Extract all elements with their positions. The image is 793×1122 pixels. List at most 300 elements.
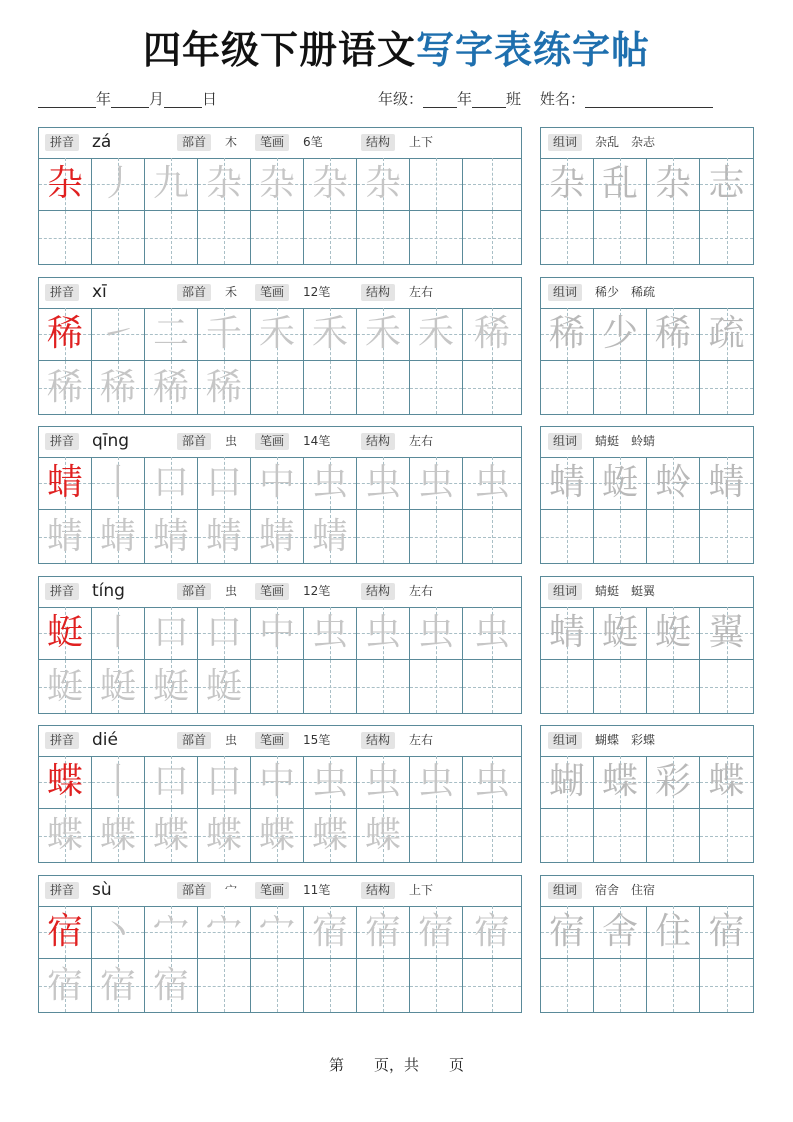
stroke-step-character: 虫 xyxy=(311,761,348,802)
stroke-step-character: 稀 xyxy=(473,313,510,354)
word-trace-character: 蝴 xyxy=(548,761,585,802)
writing-cell[interactable] xyxy=(700,809,753,862)
writing-cell[interactable] xyxy=(410,607,463,660)
writing-cell[interactable] xyxy=(410,457,463,510)
writing-cell[interactable] xyxy=(357,959,410,1012)
writing-cell[interactable] xyxy=(647,660,700,713)
stroke-step-character: 禾 xyxy=(258,313,295,354)
writing-cell[interactable] xyxy=(541,809,594,862)
page-footer: 第 页，共 页 xyxy=(328,1056,464,1074)
writing-cell[interactable] xyxy=(647,906,700,959)
stroke-step-character: 蝶 xyxy=(152,814,189,856)
stroke-step-character: 口 xyxy=(205,612,242,653)
writing-cell[interactable] xyxy=(198,959,251,1012)
writing-cell[interactable] xyxy=(594,308,647,361)
writing-cell[interactable] xyxy=(357,906,410,959)
stroke-step-character: 虫 xyxy=(473,612,510,653)
stroke-step-character: 虫 xyxy=(417,462,454,503)
writing-cell[interactable] xyxy=(410,308,463,361)
radical-tag: 部首 xyxy=(177,433,211,450)
words-value: 蝴蝶 彩蝶 xyxy=(595,733,656,747)
writing-cell[interactable] xyxy=(251,809,304,862)
stroke-step-character: 蜻 xyxy=(99,515,136,557)
stroke-step-character: 二 xyxy=(152,313,189,354)
writing-cell[interactable] xyxy=(541,756,594,809)
writing-cell[interactable] xyxy=(145,607,198,660)
writing-cell[interactable] xyxy=(251,906,304,959)
writing-cell[interactable] xyxy=(39,510,92,563)
stroke-step-character: 蜓 xyxy=(205,665,242,707)
word-info-header xyxy=(541,427,753,458)
stroke-step-character: ㇀ xyxy=(99,313,136,354)
character-info-header xyxy=(39,427,521,458)
writing-cell[interactable] xyxy=(647,158,700,211)
writing-cell[interactable] xyxy=(541,510,594,563)
character-practice-panel xyxy=(38,277,522,415)
writing-cell[interactable] xyxy=(145,510,198,563)
structure-value: 左右 xyxy=(409,434,434,448)
pinyin-value: xī xyxy=(92,282,107,302)
writing-cell[interactable] xyxy=(594,607,647,660)
word-practice-panel xyxy=(540,725,754,863)
writing-cell[interactable] xyxy=(304,607,357,660)
model-character: 宿 xyxy=(46,911,83,952)
radical-value: 宀 xyxy=(225,883,238,897)
words-value: 稀少 稀疏 xyxy=(595,285,656,299)
structure-value: 左右 xyxy=(409,584,434,598)
writing-cell[interactable] xyxy=(304,308,357,361)
stroke-step-character: 蝶 xyxy=(46,814,83,856)
pinyin-tag: 拼音 xyxy=(45,583,79,600)
character-practice-panel xyxy=(38,725,522,863)
words-tag: 组词 xyxy=(548,433,582,450)
writing-cell[interactable] xyxy=(39,361,92,414)
radical-value: 木 xyxy=(225,135,238,149)
writing-cell[interactable] xyxy=(357,510,410,563)
writing-cell[interactable] xyxy=(410,158,463,211)
writing-cell[interactable] xyxy=(410,809,463,862)
writing-cell[interactable] xyxy=(145,809,198,862)
writing-cell[interactable] xyxy=(594,906,647,959)
stroke-step-character: 丿 xyxy=(99,163,136,204)
writing-cell[interactable] xyxy=(594,361,647,414)
title-part1: 四年级下册语文 xyxy=(142,28,416,72)
word-trace-character: 蜻 xyxy=(708,462,745,503)
words-value: 杂乱 杂志 xyxy=(595,135,656,149)
stroke-step-character: 宿 xyxy=(99,964,136,1006)
writing-cell[interactable] xyxy=(594,158,647,211)
stroke-step-character: 口 xyxy=(152,612,189,653)
writing-cell[interactable] xyxy=(251,308,304,361)
stroke-step-character: 中 xyxy=(258,761,295,802)
writing-cell[interactable] xyxy=(463,308,521,361)
writing-cell[interactable] xyxy=(594,660,647,713)
writing-cell[interactable] xyxy=(357,457,410,510)
writing-cell[interactable] xyxy=(304,361,357,414)
radical-value: 禾 xyxy=(225,285,238,299)
writing-cell[interactable] xyxy=(541,158,594,211)
writing-cell[interactable] xyxy=(594,959,647,1012)
writing-cell[interactable] xyxy=(304,457,357,510)
writing-cell[interactable] xyxy=(463,158,521,211)
writing-cell[interactable] xyxy=(700,211,753,264)
stroke-step-character: 蝶 xyxy=(258,814,295,856)
structure-value: 左右 xyxy=(409,733,434,747)
model-character: 蜓 xyxy=(46,612,83,653)
writing-cell[interactable] xyxy=(251,959,304,1012)
writing-cell[interactable] xyxy=(357,158,410,211)
pinyin-tag: 拼音 xyxy=(45,732,79,749)
word-practice-panel xyxy=(540,875,754,1013)
stroke-step-character: 稀 xyxy=(99,366,136,408)
word-practice-panel xyxy=(540,277,754,415)
writing-cell[interactable] xyxy=(251,660,304,713)
character-practice-panel xyxy=(38,875,522,1013)
stroke-step-character: 宀 xyxy=(258,911,295,952)
word-trace-character: 舍 xyxy=(601,911,638,952)
writing-cell[interactable] xyxy=(410,660,463,713)
word-practice-panel xyxy=(540,576,754,714)
writing-cell[interactable] xyxy=(304,809,357,862)
writing-cell[interactable] xyxy=(463,211,521,264)
writing-cell[interactable] xyxy=(410,959,463,1012)
writing-cell[interactable] xyxy=(541,959,594,1012)
writing-cell[interactable] xyxy=(410,756,463,809)
stroke-step-character: 稀 xyxy=(205,366,242,408)
writing-cell[interactable] xyxy=(39,756,92,809)
stroke-step-character: 中 xyxy=(258,612,295,653)
writing-cell[interactable] xyxy=(700,607,753,660)
writing-cell[interactable] xyxy=(647,457,700,510)
writing-cell[interactable] xyxy=(700,510,753,563)
writing-cell[interactable] xyxy=(647,308,700,361)
writing-cell[interactable] xyxy=(198,510,251,563)
writing-cell[interactable] xyxy=(410,211,463,264)
writing-cell[interactable] xyxy=(357,607,410,660)
year-label: 年 xyxy=(96,90,112,108)
writing-cell[interactable] xyxy=(647,756,700,809)
strokes-tag: 笔画 xyxy=(255,882,289,899)
words-tag: 组词 xyxy=(548,284,582,301)
word-trace-character: 少 xyxy=(601,313,638,354)
word-trace-character: 志 xyxy=(708,163,745,204)
grade-unit: 年 xyxy=(457,90,473,108)
writing-cell[interactable] xyxy=(145,158,198,211)
writing-cell[interactable] xyxy=(700,959,753,1012)
writing-cell[interactable] xyxy=(463,361,521,414)
writing-cell[interactable] xyxy=(92,457,145,510)
writing-cell[interactable] xyxy=(92,906,145,959)
writing-cell[interactable] xyxy=(700,906,753,959)
writing-cell[interactable] xyxy=(92,361,145,414)
writing-cell[interactable] xyxy=(251,510,304,563)
stroke-step-character: 宿 xyxy=(152,964,189,1006)
writing-cell[interactable] xyxy=(541,457,594,510)
writing-cell[interactable] xyxy=(145,361,198,414)
word-info-header xyxy=(541,577,753,608)
word-trace-character: 疏 xyxy=(708,313,745,354)
writing-cell[interactable] xyxy=(410,361,463,414)
writing-cell[interactable] xyxy=(145,308,198,361)
writing-cell[interactable] xyxy=(647,211,700,264)
writing-cell[interactable] xyxy=(700,756,753,809)
writing-cell[interactable] xyxy=(39,211,92,264)
writing-cell[interactable] xyxy=(198,158,251,211)
writing-cell[interactable] xyxy=(700,457,753,510)
writing-cell[interactable] xyxy=(647,809,700,862)
stroke-step-character: 虫 xyxy=(417,761,454,802)
writing-cell[interactable] xyxy=(39,809,92,862)
stroke-step-character: 宀 xyxy=(152,911,189,952)
month-blank[interactable] xyxy=(111,91,149,108)
word-trace-character: 稀 xyxy=(548,313,585,354)
stroke-step-character: 虫 xyxy=(364,612,401,653)
writing-cell[interactable] xyxy=(594,211,647,264)
writing-cell[interactable] xyxy=(198,457,251,510)
writing-cell[interactable] xyxy=(198,361,251,414)
words-value: 蜻蜓 蛉蜻 xyxy=(595,434,656,448)
writing-cell[interactable] xyxy=(304,906,357,959)
stroke-step-character: 口 xyxy=(205,462,242,503)
pinyin-value: tíng xyxy=(92,581,125,601)
writing-cell[interactable] xyxy=(198,211,251,264)
stroke-step-character: 虫 xyxy=(364,462,401,503)
word-practice-panel xyxy=(540,426,754,564)
writing-cell[interactable] xyxy=(39,660,92,713)
structure-value: 上下 xyxy=(409,135,434,149)
stroke-step-character: 宿 xyxy=(417,911,454,952)
writing-cell[interactable] xyxy=(463,906,521,959)
writing-cell[interactable] xyxy=(198,906,251,959)
writing-cell[interactable] xyxy=(357,211,410,264)
writing-cell[interactable] xyxy=(92,510,145,563)
writing-cell[interactable] xyxy=(251,361,304,414)
stroke-step-character: 蜻 xyxy=(311,515,348,557)
stroke-step-character: 蝶 xyxy=(311,814,348,856)
writing-cell[interactable] xyxy=(198,308,251,361)
writing-cell[interactable] xyxy=(304,211,357,264)
writing-cell[interactable] xyxy=(541,607,594,660)
strokes-value: 6笔 xyxy=(303,135,323,149)
writing-cell[interactable] xyxy=(700,361,753,414)
writing-cell[interactable] xyxy=(145,959,198,1012)
character-info-header xyxy=(39,128,521,159)
writing-cell[interactable] xyxy=(541,308,594,361)
year-blank[interactable] xyxy=(38,91,96,108)
strokes-value: 12笔 xyxy=(303,285,331,299)
model-character: 杂 xyxy=(46,163,83,204)
writing-cell[interactable] xyxy=(357,361,410,414)
stroke-step-character: 口 xyxy=(152,462,189,503)
stroke-step-character: 宿 xyxy=(311,911,348,952)
writing-cell[interactable] xyxy=(463,510,521,563)
writing-cell[interactable] xyxy=(594,756,647,809)
writing-cell[interactable] xyxy=(92,211,145,264)
writing-cell[interactable] xyxy=(251,607,304,660)
word-trace-character: 乱 xyxy=(601,163,638,204)
stroke-step-character: 蜻 xyxy=(46,515,83,557)
writing-cell[interactable] xyxy=(463,457,521,510)
writing-cell[interactable] xyxy=(647,607,700,660)
name-blank[interactable] xyxy=(585,91,713,108)
radical-value: 虫 xyxy=(225,733,238,747)
structure-tag: 结构 xyxy=(361,284,395,301)
word-info-header xyxy=(541,876,753,907)
writing-cell[interactable] xyxy=(251,158,304,211)
writing-cell[interactable] xyxy=(145,906,198,959)
strokes-tag: 笔画 xyxy=(255,134,289,151)
stroke-step-character: 虫 xyxy=(364,761,401,802)
writing-cell[interactable] xyxy=(92,809,145,862)
writing-cell[interactable] xyxy=(92,158,145,211)
writing-cell[interactable] xyxy=(541,361,594,414)
day-blank[interactable] xyxy=(164,91,202,108)
stroke-step-character: 稀 xyxy=(152,366,189,408)
word-trace-character: 蜻 xyxy=(548,462,585,503)
strokes-tag: 笔画 xyxy=(255,732,289,749)
writing-cell[interactable] xyxy=(700,660,753,713)
writing-cell[interactable] xyxy=(700,158,753,211)
writing-cell[interactable] xyxy=(647,510,700,563)
stroke-step-character: 蜓 xyxy=(99,665,136,707)
stroke-step-character: 禾 xyxy=(417,313,454,354)
radical-tag: 部首 xyxy=(177,732,211,749)
writing-cell[interactable] xyxy=(463,809,521,862)
writing-cell[interactable] xyxy=(647,959,700,1012)
writing-cell[interactable] xyxy=(39,308,92,361)
writing-cell[interactable] xyxy=(145,660,198,713)
writing-cell[interactable] xyxy=(463,959,521,1012)
writing-cell[interactable] xyxy=(410,510,463,563)
writing-cell[interactable] xyxy=(92,607,145,660)
writing-cell[interactable] xyxy=(594,457,647,510)
stroke-step-character: 杂 xyxy=(258,163,295,204)
writing-cell[interactable] xyxy=(198,607,251,660)
pinyin-value: zá xyxy=(92,132,112,152)
writing-cell[interactable] xyxy=(39,959,92,1012)
writing-cell[interactable] xyxy=(463,607,521,660)
stroke-step-character: 宿 xyxy=(364,911,401,952)
writing-cell[interactable] xyxy=(92,660,145,713)
stroke-step-character: 蝶 xyxy=(205,814,242,856)
word-trace-character: 蝶 xyxy=(708,761,745,802)
word-trace-character: 杂 xyxy=(548,163,585,204)
stroke-step-character: 虫 xyxy=(311,462,348,503)
writing-cell[interactable] xyxy=(304,660,357,713)
writing-cell[interactable] xyxy=(541,211,594,264)
writing-cell[interactable] xyxy=(463,660,521,713)
character-info-header xyxy=(39,876,521,907)
stroke-step-character: 丶 xyxy=(99,911,136,952)
writing-cell[interactable] xyxy=(357,660,410,713)
writing-cell[interactable] xyxy=(304,756,357,809)
writing-cell[interactable] xyxy=(39,607,92,660)
structure-tag: 结构 xyxy=(361,732,395,749)
writing-cell[interactable] xyxy=(541,660,594,713)
writing-cell[interactable] xyxy=(198,660,251,713)
writing-cell[interactable] xyxy=(541,906,594,959)
page-title xyxy=(0,26,793,74)
writing-cell[interactable] xyxy=(700,308,753,361)
writing-cell[interactable] xyxy=(410,906,463,959)
pinyin-tag: 拼音 xyxy=(45,882,79,899)
stroke-step-character: 禾 xyxy=(311,313,348,354)
word-trace-character: 蜓 xyxy=(601,612,638,653)
strokes-value: 14笔 xyxy=(303,434,331,448)
writing-cell[interactable] xyxy=(304,510,357,563)
stroke-step-character: 虫 xyxy=(311,612,348,653)
writing-cell[interactable] xyxy=(92,959,145,1012)
writing-cell[interactable] xyxy=(357,756,410,809)
writing-cell[interactable] xyxy=(198,756,251,809)
stroke-step-character: 丨 xyxy=(99,761,136,802)
writing-cell[interactable] xyxy=(594,510,647,563)
stroke-step-character: 千 xyxy=(205,313,242,354)
writing-cell[interactable] xyxy=(304,959,357,1012)
word-trace-character: 住 xyxy=(654,911,691,952)
structure-tag: 结构 xyxy=(361,134,395,151)
strokes-value: 12笔 xyxy=(303,584,331,598)
writing-cell[interactable] xyxy=(39,457,92,510)
radical-tag: 部首 xyxy=(177,882,211,899)
character-info-header xyxy=(39,577,521,608)
writing-cell[interactable] xyxy=(357,308,410,361)
date-line xyxy=(38,88,217,112)
writing-cell[interactable] xyxy=(251,457,304,510)
stroke-step-character: 蜻 xyxy=(205,515,242,557)
words-tag: 组词 xyxy=(548,732,582,749)
writing-cell[interactable] xyxy=(39,906,92,959)
pinyin-tag: 拼音 xyxy=(45,284,79,301)
pinyin-value: qīng xyxy=(92,431,130,451)
writing-cell[interactable] xyxy=(92,756,145,809)
strokes-tag: 笔画 xyxy=(255,284,289,301)
words-tag: 组词 xyxy=(548,134,582,151)
character-info-header xyxy=(39,278,521,309)
writing-cell[interactable] xyxy=(251,211,304,264)
writing-cell[interactable] xyxy=(92,308,145,361)
word-practice-panel xyxy=(540,127,754,265)
writing-cell[interactable] xyxy=(304,158,357,211)
writing-cell[interactable] xyxy=(251,756,304,809)
day-label: 日 xyxy=(202,90,218,108)
class-blank[interactable] xyxy=(472,91,506,108)
stroke-step-character: 宿 xyxy=(46,964,83,1006)
structure-tag: 结构 xyxy=(361,882,395,899)
writing-cell[interactable] xyxy=(39,158,92,211)
writing-cell[interactable] xyxy=(357,809,410,862)
writing-cell[interactable] xyxy=(198,809,251,862)
word-trace-character: 彩 xyxy=(654,761,691,802)
structure-tag: 结构 xyxy=(361,583,395,600)
word-trace-character: 蜓 xyxy=(654,612,691,653)
writing-cell[interactable] xyxy=(463,756,521,809)
writing-cell[interactable] xyxy=(145,756,198,809)
word-trace-character: 宿 xyxy=(548,911,585,952)
stroke-step-character: 口 xyxy=(205,761,242,802)
writing-cell[interactable] xyxy=(647,361,700,414)
grade-blank[interactable] xyxy=(423,91,457,108)
model-character: 稀 xyxy=(46,313,83,354)
pinyin-value: sù xyxy=(92,880,112,900)
radical-tag: 部首 xyxy=(177,134,211,151)
stroke-step-character: 口 xyxy=(152,761,189,802)
writing-cell[interactable] xyxy=(594,809,647,862)
word-trace-character: 蜓 xyxy=(601,462,638,503)
writing-cell[interactable] xyxy=(145,211,198,264)
writing-cell[interactable] xyxy=(145,457,198,510)
stroke-step-character: 蜻 xyxy=(152,515,189,557)
